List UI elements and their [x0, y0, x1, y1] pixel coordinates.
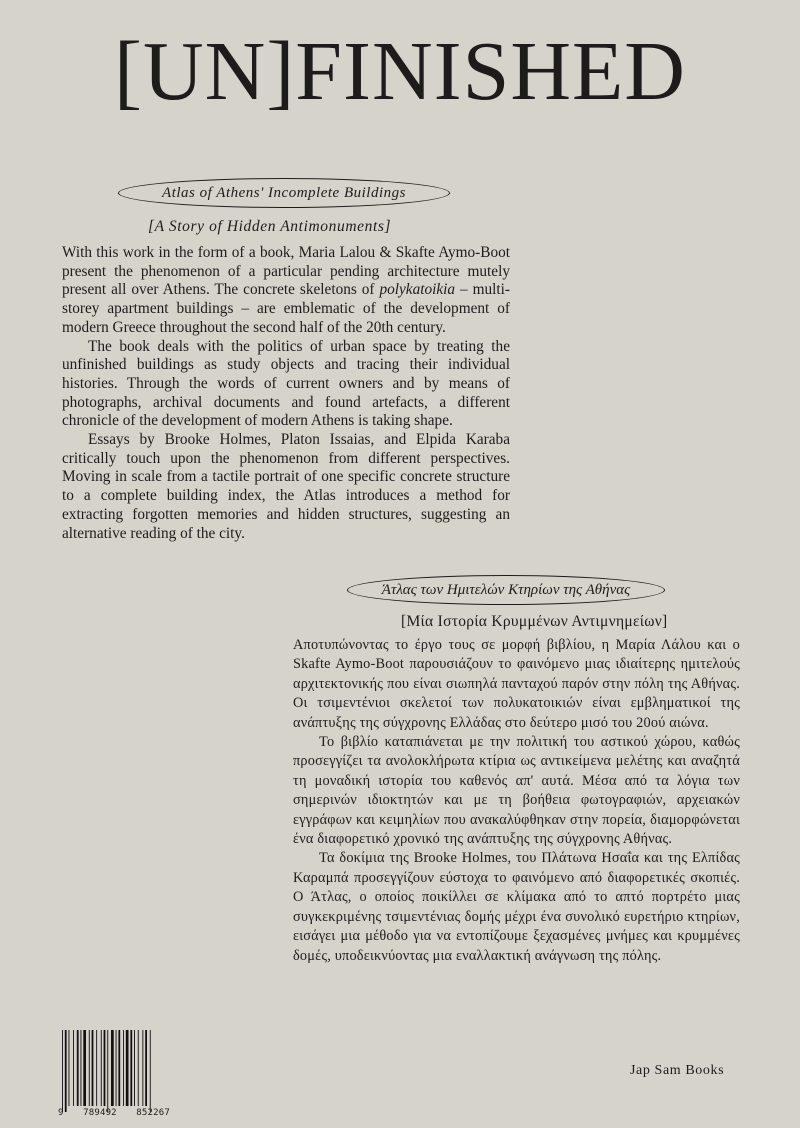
barcode-bar — [92, 1030, 94, 1106]
barcode-bar — [118, 1030, 120, 1106]
greek-paragraph-2: Το βιβλίο καταπιάνεται με την πολιτική του αστικού χώρου, καθώς προσεγγίζει τα ανολοκλήρωτα κτίρια ως αντικείμενα μελέτης και αναζητά τη μοναδική ιστορία του καθενός απ' αυτά. Μέσα από τα λόγια των σημερινών ιδιοκτητών και με τη βοήθεια φωτογραφιών, αρχειακών εγγράφων και κειμηλίων που ανακαλύφθηκαν στην πορεία, διαμορφώνεται ένα διαφορετικό χρονικό της ανάπτυξης της σύγχρονης Αθήνας. — [293, 734, 740, 848]
greek-paragraph-1: Αποτυπώνοντας το έργο τους σε μορφή βιβλίου, η Μαρία Λάλου και ο Skafte Aymo-Boot παρουσιάζουν το φαινόμενο μιας ιδιαίτερης ημιτελούς αρχιτεκτονικής που είναι σιωπηλά πανταχού παρόν στην πόλη της Αθήνας. Οι τσιμεντένιοι σκελετοί των πολυκατοικιών είναι εμβληματικοί της ανάπτυξης της σύγχρονης Ελλάδας στο δεύτερο μισό του 20ού αιώνα. — [293, 637, 740, 731]
english-subtitle: [A Story of Hidden Antimonuments] — [148, 218, 392, 235]
english-oval-title: Atlas of Athens' Incomplete Buildings — [118, 178, 450, 208]
book-title: [UN]FINISHED — [114, 25, 686, 118]
greek-oval-title: Άτλας των Ημιτελών Κτηρίων της Αθήνας — [347, 575, 665, 605]
barcode-bar — [123, 1030, 124, 1106]
barcode-bar — [134, 1030, 135, 1106]
barcode-bar — [130, 1030, 132, 1106]
barcode-bar — [107, 1030, 108, 1112]
english-blurb — [62, 244, 510, 543]
barcode-bar — [111, 1030, 114, 1106]
barcode-bar — [62, 1030, 63, 1112]
barcode-bar — [150, 1030, 151, 1112]
barcode-bar — [96, 1030, 97, 1106]
barcode-bar — [101, 1030, 102, 1106]
english-paragraph-2: The book deals with the politics of urban space by treating the unfinished buildings as study objects and tracing their individual histories. Through the words of current owners and by means of photographs, archival documents and found artefacts, a different chronicle of the development of modern Athens is taking shape. — [62, 337, 510, 430]
isbn-group-2: 852267 — [136, 1108, 170, 1118]
barcode-bar — [126, 1030, 129, 1106]
isbn-group-1: 789492 — [83, 1108, 117, 1118]
barcode-bar — [65, 1030, 67, 1112]
english-paragraph-1: With this work in the form of a book, Maria Lalou & Skafte Aymo-Boot present the phenomenon of a particular pending architecture mutely present all over Athens. The concrete skeletons of polykatoikia – multi-storey apartment buildings – are emblematic of the development of modern Greece throughout the second half of the 20th century. — [62, 244, 510, 336]
greek-subtitle: [Μία Ιστορία Κρυμμένων Αντιμνημείων] — [401, 613, 668, 630]
barcode-bar — [83, 1030, 86, 1106]
publisher-name: Jap Sam Books — [630, 1063, 725, 1078]
barcode-bar — [104, 1030, 106, 1106]
barcode-bar — [69, 1030, 70, 1106]
barcode-bar — [77, 1030, 79, 1106]
barcode-bar — [81, 1030, 82, 1106]
isbn-number — [58, 1108, 170, 1118]
greek-paragraph-3: Τα δοκίμια της Brooke Holmes, του Πλάτωνα Ησαΐα και της Ελπίδας Καραμπά προσεγγίζουν εύστοχα το φαινόμενο από διαφορετικές σκοπιές. Ο Άτλας, ο οποίος ποικίλλει σε κλίμακα από το απτό πορτρέτο μιας συγκεκριμένης τσιμεντένιας δομής μέχρι ένα συνολικό ευρετήριο κτηρίων, εισάγει μια μέθοδο για να εντοπίζουμε ξεχασμένες μνήμες και κρυμμένες δομές, υποδεικνύοντας μια εναλλακτική ανάγνωση της πόλης. — [293, 850, 740, 964]
barcode-bar — [142, 1030, 143, 1106]
barcode-bar — [138, 1030, 139, 1106]
barcode-bar — [73, 1030, 74, 1106]
barcode-bar — [116, 1030, 117, 1106]
barcode-bar — [145, 1030, 147, 1106]
isbn-first-digit: 9 — [58, 1108, 64, 1118]
greek-blurb — [293, 636, 740, 966]
english-paragraph-3: Essays by Brooke Holmes, Platon Issaias, and Elpida Karaba critically touch upon the phenomenon from different perspectives. Moving in scale from a tactile portrait of one specific concrete structure to a complete building index, the Atlas introduces a method for extracting forgotten memories and hidden structures, suggesting an alternative reading of the city. — [62, 431, 510, 542]
barcode-bar — [89, 1030, 90, 1106]
